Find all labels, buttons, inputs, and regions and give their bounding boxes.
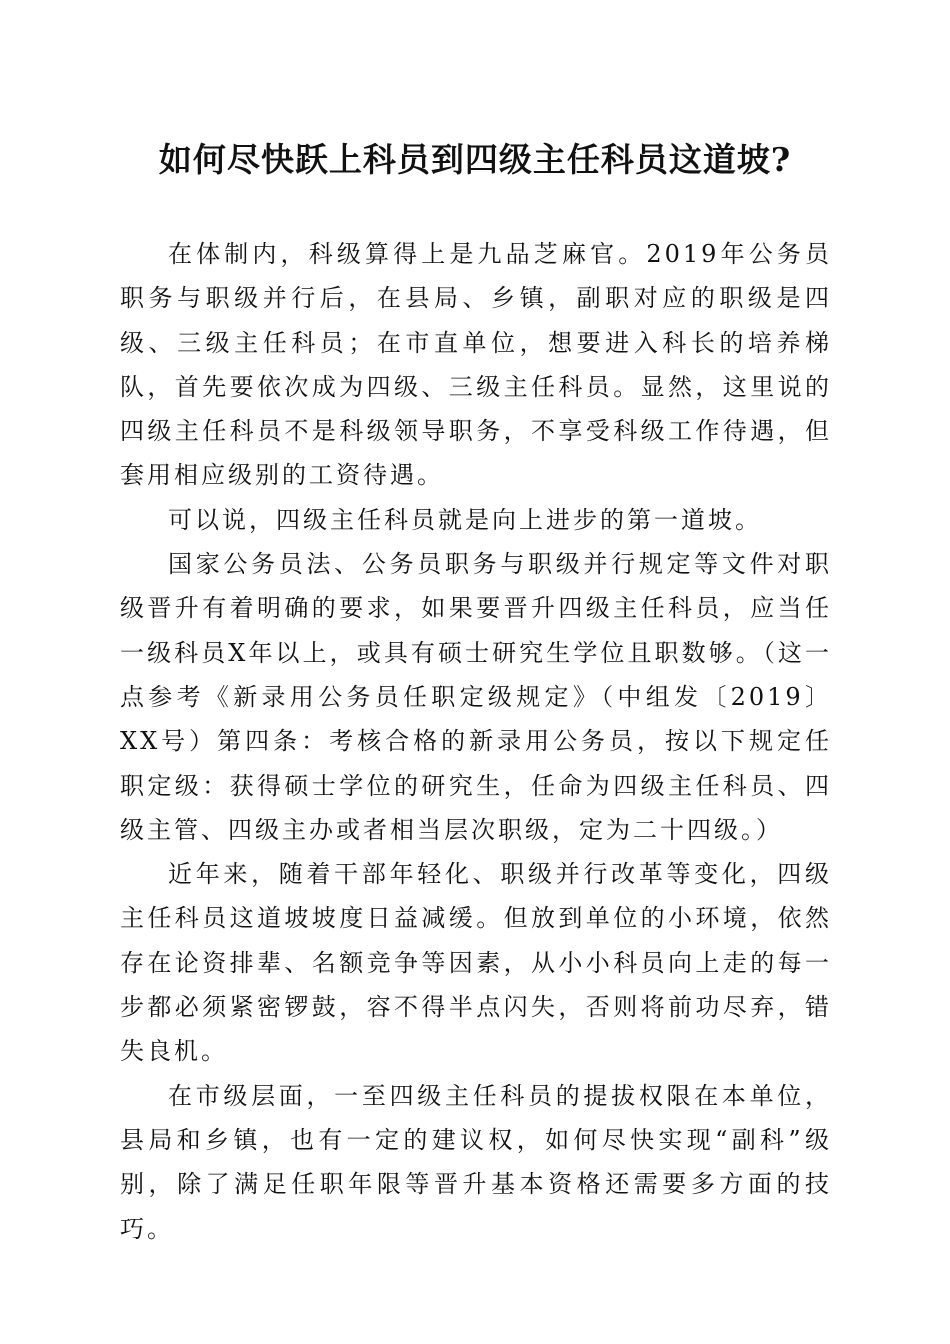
paragraph-5: 在市级层面，一至四级主任科员的提拔权限在本单位，县局和乡镇，也有一定的建议权，如何尽快实现“副科”级别，除了满足任职年限等晋升基本资格还需要多方面的技巧。 xyxy=(120,1081,832,1243)
document-body xyxy=(120,232,832,1251)
paragraph-4: 近年来，随着干部年轻化、职级并行改革等变化，四级主任科员这道坡坡度日益减缓。但放到单位的小环境，依然存在论资排辈、名额竞争等因素，从小小科员向上走的每一步都必须紧密锣鼓，容不得半点闪失，否则将前功尽弃，错失良机。 xyxy=(120,860,832,1066)
paragraph-3: 国家公务员法、公务员职务与职级并行规定等文件对职级晋升有着明确的要求，如果要晋升四级主任科员，应当任一级科员X年以上，或具有硕士研究生学位且职数够。（这一点参考《新录用公务员任职定级规定》（中组发〔2019〕XX号）第四条：考核合格的新录用公务员，按以下规定任职定级：获得硕士学位的研究生，任命为四级主任科员、四级主管、四级主办或者相当层次职级，定为二十四级。） xyxy=(120,550,832,844)
paragraph-1: 在体制内，科级算得上是九品芝麻官。2019年公务员职务与职级并行后，在县局、乡镇，副职对应的职级是四级、三级主任科员；在市直单位，想要进入科长的培养梯队，首先要依次成为四级、三级主任科员。显然，这里说的四级主任科员不是科级领导职务，不享受科级工作待遇，但套用相应级别的工资待遇。 xyxy=(120,240,832,490)
paragraph-2: 可以说，四级主任科员就是向上进步的第一道坡。 xyxy=(168,505,762,534)
document-title: 如何尽快跃上科员到四级主任科员这道坡? xyxy=(158,140,792,179)
